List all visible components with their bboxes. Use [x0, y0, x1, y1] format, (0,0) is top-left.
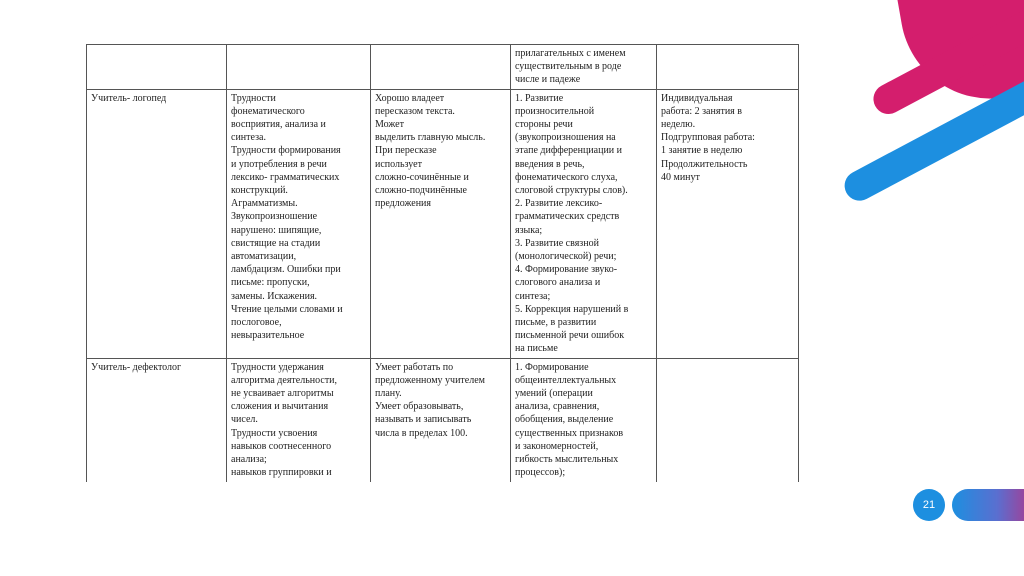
- correction-plan-table: [86, 44, 799, 482]
- cell-difficulties: [227, 45, 371, 90]
- cell-role: [87, 45, 227, 90]
- cell-tasks: прилагательных с именем существительным в роде числе и падеже: [511, 45, 657, 90]
- decor-footer-gradient-bar: [952, 489, 1024, 521]
- decor-pink-shape: [893, 0, 1024, 113]
- cell-strengths: Умеет работать по предложенному учителем плану. Умеет образовывать, называть и записывать числа в пределах 100.: [371, 358, 511, 481]
- decor-blue-stripe: [839, 48, 1024, 206]
- decor-pink-stripe: [868, 0, 1024, 119]
- cell-role: Учитель- логопед: [87, 89, 227, 358]
- cell-strengths: Хорошо владеет пересказом текста. Может выделить главную мысль. При пересказе использует сложно-сочинённые и сложно-подчинённые предложения: [371, 89, 511, 358]
- table-row: [87, 45, 799, 90]
- cell-role: Учитель- дефектолог: [87, 358, 227, 481]
- cell-strengths: [371, 45, 511, 90]
- cell-schedule: [657, 358, 799, 481]
- table-row: [87, 358, 799, 481]
- cell-tasks: 1. Развитие произносительной стороны речи (звукопроизношения на этапе дифференциации и введения в речь, фонематического слуха, слоговой структуры слов). 2. Развитие лексико- грамматических средств языка; 3. Развитие связной (монологической) речи; 4. Формирование звуко- слогового анализа и синтеза; 5. Коррекция нарушений в письме, в развитии письменной речи ошибок на письме: [511, 89, 657, 358]
- cell-tasks: 1. Формирование общеинтеллектуальных умений (операции анализа, сравнения, обобщения, выделение существенных признаков и закономерностей, гибкость мыслительных процессов);: [511, 358, 657, 481]
- page-number-badge: 21: [913, 489, 945, 521]
- table-row: [87, 89, 799, 358]
- cell-difficulties: Трудности фонематического восприятия, анализа и синтеза. Трудности формирования и употребления в речи лексико- грамматических конструкций. Аграмматизмы. Звукопроизношение нарушено: шипящие, свистящие на стадии автоматизации, ламбдацизм. Ошибки при письме: пропуски, замены. Искажения. Чтение целыми словами и послоговое, невыразительное: [227, 89, 371, 358]
- cell-difficulties: Трудности удержания алгоритма деятельности, не усваивает алгоритмы сложения и вычитания чисел. Трудности усвоения навыков соотнесенного анализа; навыков группировки и: [227, 358, 371, 481]
- cell-schedule: [657, 45, 799, 90]
- cell-schedule: Индивидуальная работа: 2 занятия в неделю. Подгрупповая работа: 1 занятие в неделю Продолжительность 40 минут: [657, 89, 799, 358]
